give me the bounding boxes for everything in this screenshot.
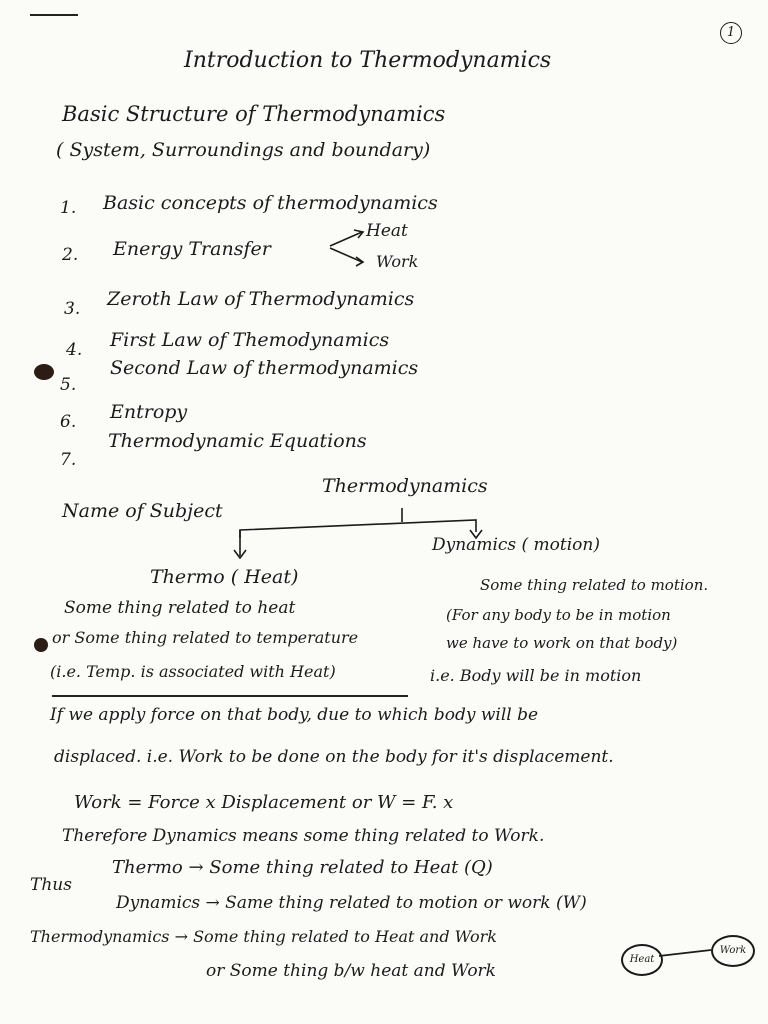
arrow-to-work [330,248,362,262]
thus-thermo: Thermo → Some thing related to Heat (Q) [112,857,493,878]
topic-item: Thermodynamic Equations [108,430,367,452]
topic-number: 4. [66,340,83,360]
energy-branch-work: Work [376,252,419,271]
energy-branch-heat: Heat [366,221,408,241]
topic-item: Zeroth Law of Thermodynamics [107,288,415,310]
dynamics-line: Some thing related to motion. [480,576,709,594]
subject-name: Thermodynamics [322,475,488,497]
dynamics-line: (For any body to be in motion [446,606,671,624]
work-formula: Work = Force x Displacement or W = F. x [74,792,454,813]
page-title: Introduction to Thermodynamics [184,48,552,73]
page-number-circle: 1 [720,22,742,44]
dynamics-line: i.e. Body will be in motion [430,666,642,685]
topic-number: 1. [60,198,77,218]
thus-dynamics: Dynamics → Same thing related to motion or work (W) [116,893,587,913]
topic-item: Entropy [110,401,188,423]
structure-subheading: ( System, Surroundings and boundary) [56,139,431,161]
topic-number: 5. [60,375,77,395]
arrow-to-heat [330,232,362,246]
thermo-heading: Thermo ( Heat) [150,566,299,588]
dynamics-line: we have to work on that body) [446,634,678,652]
thus-label: Thus [30,875,72,895]
tree-branch [240,520,476,538]
explanation-line: If we apply force on that body, due to which body will be [50,705,539,725]
thermodynamics-line: Thermodynamics → Some thing related to Heat and Work [30,927,497,946]
thermo-line: (i.e. Temp. is associated with Heat) [50,662,336,681]
topic-item: Basic concepts of thermodynamics [103,192,438,214]
topic-number: 7. [60,450,77,470]
thermo-line: Some thing related to heat [64,598,296,618]
topic-item: Second Law of thermodynamics [110,357,419,379]
therefore-line: Therefore Dynamics means some thing related to Work. [62,826,545,846]
explanation-line: displaced. i.e. Work to be done on the body for it's displacement. [54,747,614,767]
work-bubble: Work [711,935,755,967]
thermodynamics-line: or Some thing b/w heat and Work [206,961,496,981]
topic-item: Energy Transfer [113,238,271,260]
structure-heading: Basic Structure of Thermodynamics [62,102,446,126]
topic-item: First Law of Themodynamics [110,329,390,351]
topic-number: 6. [60,412,77,432]
dynamics-heading: Dynamics ( motion) [432,535,600,555]
subject-label: Name of Subject [62,500,223,522]
heat-bubble: Heat [621,944,663,976]
heat-work-link [659,950,711,956]
topic-number: 2. [62,245,79,265]
thermo-line: or Some thing related to temperature [52,628,359,647]
topic-number: 3. [64,299,81,319]
